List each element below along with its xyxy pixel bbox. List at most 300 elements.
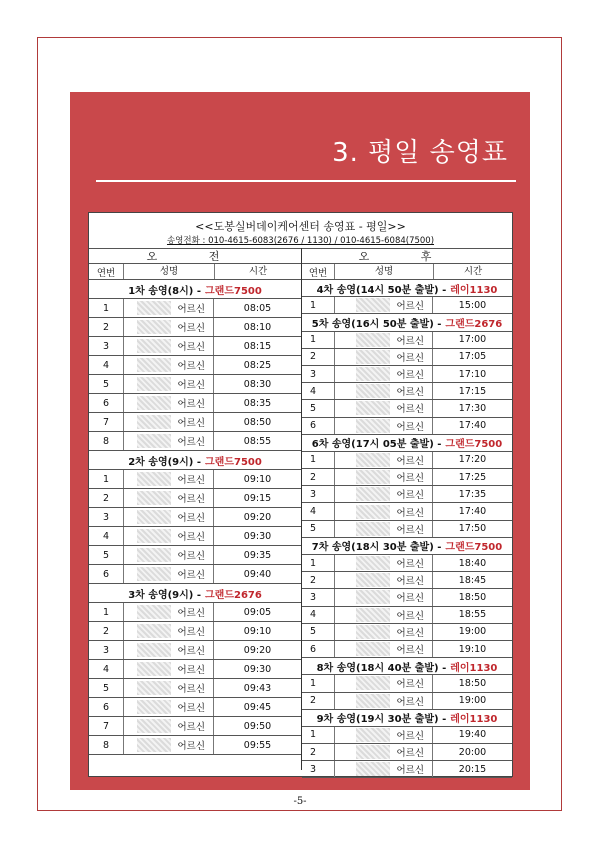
time-cell: 17:05 [432, 349, 512, 365]
name-cell [123, 470, 213, 488]
redacted-name [356, 694, 390, 708]
name-cell [123, 546, 213, 564]
trip-header [302, 538, 512, 555]
honorific: 어르신 [177, 570, 205, 581]
trip-label: 2차 송영(9시) - [128, 456, 201, 468]
row-number: 8 [102, 739, 110, 751]
time-cell: 18:55 [432, 607, 512, 623]
trip-label: 7차 송영(18시 30분 출발) - [311, 542, 442, 554]
redacted-name [356, 401, 390, 415]
table-row [89, 736, 301, 755]
table-row [302, 349, 512, 366]
time-cell: 17:25 [432, 469, 512, 485]
name-cell [334, 486, 432, 502]
honorific: 어르신 [396, 748, 424, 760]
trip-header [89, 451, 301, 470]
honorific: 어르신 [177, 665, 205, 676]
table-row [89, 508, 301, 527]
honorific: 어르신 [177, 380, 205, 391]
redacted-name [137, 681, 171, 695]
table-row [89, 489, 301, 508]
row-number: 6 [310, 643, 317, 655]
redacted-name [356, 676, 390, 690]
vehicle-label: 그랜드7500 [445, 542, 503, 554]
name-cell [334, 607, 432, 623]
vehicle-label: 레이1130 [450, 662, 498, 674]
honorific: 어르신 [177, 722, 205, 733]
time-cell: 09:43 [213, 679, 301, 697]
table-row [302, 297, 512, 314]
pm-table [302, 248, 512, 778]
time-cell: 08:50 [213, 413, 301, 431]
row-number: 1 [310, 299, 317, 311]
name-cell [123, 375, 213, 393]
time-cell: 09:05 [213, 603, 301, 621]
table-row [302, 761, 512, 778]
time-cell: 17:15 [432, 383, 512, 399]
name-cell [123, 660, 213, 678]
redacted-name [137, 339, 171, 353]
name-cell [334, 332, 432, 348]
row-number: 3 [310, 763, 317, 775]
time-cell: 17:40 [432, 503, 512, 519]
honorific: 어르신 [396, 559, 424, 571]
trip-header [302, 280, 512, 297]
table-row [302, 572, 512, 589]
col-no: 연번 [308, 267, 328, 279]
trip-header [302, 710, 512, 727]
redacted-name [356, 642, 390, 656]
col-time: 시간 [214, 264, 301, 279]
time-cell: 17:40 [432, 418, 512, 434]
redacted-name [137, 643, 171, 657]
row-number: 4 [310, 506, 317, 518]
table-row [89, 470, 301, 489]
row-number: 3 [102, 511, 110, 523]
time-cell: 09:45 [213, 698, 301, 716]
table-row [89, 432, 301, 451]
row-number: 4 [310, 609, 317, 621]
vehicle-label: 그랜드7500 [205, 285, 262, 297]
row-number: 4 [102, 359, 110, 371]
honorific: 어르신 [396, 490, 424, 502]
am-period: 오 전 [89, 248, 301, 264]
time-cell: 18:40 [432, 555, 512, 571]
redacted-name [356, 762, 390, 776]
pm-body [302, 280, 512, 778]
trip-label: 6차 송영(17시 05분 출발) - [311, 439, 442, 451]
name-cell [123, 622, 213, 640]
time-cell: 20:15 [432, 761, 512, 777]
table-row [302, 589, 512, 606]
redacted-name [137, 491, 171, 505]
name-cell [334, 297, 432, 313]
time-cell: 09:15 [213, 489, 301, 507]
page-number: -5- [293, 796, 307, 807]
redacted-name [356, 728, 390, 742]
time-cell: 19:00 [432, 624, 512, 640]
table-row [89, 679, 301, 698]
vehicle-label: 그랜드2676 [445, 318, 503, 330]
time-cell: 20:00 [432, 744, 512, 760]
name-cell [334, 641, 432, 657]
redacted-name [356, 333, 390, 347]
row-number: 5 [102, 549, 110, 561]
honorific: 어르신 [396, 370, 424, 382]
redacted-name [137, 738, 171, 752]
name-cell [123, 565, 213, 583]
name-cell [123, 318, 213, 336]
redacted-name [356, 556, 390, 570]
row-number: 6 [310, 420, 317, 432]
name-cell [334, 589, 432, 605]
time-cell: 09:20 [213, 641, 301, 659]
honorific: 어르신 [396, 765, 424, 777]
honorific: 어르신 [177, 532, 205, 543]
redacted-name [356, 522, 390, 536]
redacted-name [137, 472, 171, 486]
time-cell: 08:25 [213, 356, 301, 374]
row-number: 6 [102, 701, 110, 713]
name-cell [123, 432, 213, 450]
trip-label: 1차 송영(8시) - [128, 285, 201, 297]
redacted-name [137, 301, 171, 315]
row-number: 4 [102, 663, 110, 675]
time-cell: 08:30 [213, 375, 301, 393]
table-row [302, 486, 512, 503]
row-number: 2 [310, 351, 317, 363]
honorific: 어르신 [396, 645, 424, 657]
name-cell [334, 572, 432, 588]
redacted-name [356, 608, 390, 622]
redacted-name [137, 605, 171, 619]
col-no: 연번 [96, 267, 116, 279]
redacted-name [356, 453, 390, 467]
name-cell [334, 521, 432, 537]
honorific: 어르신 [396, 610, 424, 622]
row-number: 5 [310, 626, 317, 638]
name-cell [334, 624, 432, 640]
table-row [302, 366, 512, 383]
trip-header [89, 584, 301, 603]
name-cell [334, 503, 432, 519]
table-row [89, 394, 301, 413]
table-row [302, 675, 512, 692]
table-row [89, 660, 301, 679]
time-cell: 09:30 [213, 660, 301, 678]
table-row [89, 413, 301, 432]
row-number: 5 [310, 402, 317, 414]
honorific: 어르신 [396, 387, 424, 399]
honorific: 어르신 [396, 455, 424, 467]
time-cell: 08:55 [213, 432, 301, 450]
redacted-name [137, 320, 171, 334]
table-row [89, 356, 301, 375]
honorific: 어르신 [177, 608, 205, 619]
time-cell: 17:35 [432, 486, 512, 502]
row-number: 1 [310, 677, 317, 689]
name-cell [123, 736, 213, 754]
time-cell: 09:50 [213, 717, 301, 735]
row-number: 5 [102, 682, 110, 694]
trip-label: 8차 송영(18시 40분 출발) - [316, 662, 447, 674]
row-number: 4 [310, 385, 317, 397]
time-cell: 18:50 [432, 675, 512, 691]
name-cell [334, 727, 432, 743]
pm-period: 오 후 [302, 248, 512, 264]
time-cell: 17:20 [432, 452, 512, 468]
time-cell: 17:30 [432, 400, 512, 416]
table-row [302, 418, 512, 435]
honorific: 어르신 [396, 421, 424, 433]
honorific: 어르신 [396, 627, 424, 639]
time-cell: 19:00 [432, 693, 512, 709]
name-cell [334, 469, 432, 485]
page-title: 3. 평일 송영표 [332, 138, 508, 168]
row-number: 2 [102, 625, 110, 637]
redacted-name [137, 396, 171, 410]
honorific: 어르신 [177, 646, 205, 657]
table-row [302, 521, 512, 538]
title-divider [96, 180, 516, 182]
name-cell [123, 527, 213, 545]
honorific: 어르신 [177, 551, 205, 562]
redacted-name [356, 487, 390, 501]
time-cell: 18:50 [432, 589, 512, 605]
row-number: 3 [310, 368, 317, 380]
time-cell: 17:50 [432, 521, 512, 537]
table-row [302, 624, 512, 641]
name-cell [123, 299, 213, 317]
name-cell [334, 761, 432, 777]
name-cell [123, 679, 213, 697]
table-row [302, 744, 512, 761]
row-number: 2 [310, 574, 317, 586]
am-column-header [89, 264, 301, 280]
name-cell [334, 366, 432, 382]
table-row [89, 546, 301, 565]
redacted-name [356, 573, 390, 587]
row-number: 1 [102, 302, 110, 314]
time-cell: 09:10 [213, 622, 301, 640]
table-row [302, 555, 512, 572]
honorific: 어르신 [177, 513, 205, 524]
honorific: 어르신 [177, 304, 205, 315]
table-row [89, 318, 301, 337]
name-cell [123, 603, 213, 621]
trip-label: 5차 송영(16시 50분 출발) - [311, 318, 442, 330]
honorific: 어르신 [396, 473, 424, 485]
honorific: 어르신 [396, 404, 424, 416]
honorific: 어르신 [396, 696, 424, 708]
table-row [302, 693, 512, 710]
vehicle-label: 그랜드7500 [445, 439, 503, 451]
row-number: 4 [102, 530, 110, 542]
name-cell [334, 693, 432, 709]
table-row [302, 452, 512, 469]
honorific: 어르신 [177, 361, 205, 372]
name-cell [123, 356, 213, 374]
redacted-name [137, 529, 171, 543]
row-number: 3 [102, 340, 110, 352]
am-table [89, 248, 301, 755]
trip-header [302, 314, 512, 331]
time-cell: 15:00 [432, 297, 512, 313]
table-row [89, 603, 301, 622]
redacted-name [137, 719, 171, 733]
honorific: 어르신 [396, 352, 424, 364]
row-number: 2 [102, 492, 110, 504]
name-cell [334, 418, 432, 434]
redacted-name [137, 358, 171, 372]
row-number: 2 [310, 695, 317, 707]
honorific: 어르신 [396, 335, 424, 347]
time-cell: 08:15 [213, 337, 301, 355]
honorific: 어르신 [177, 475, 205, 486]
row-number: 6 [102, 568, 110, 580]
honorific: 어르신 [396, 730, 424, 742]
honorific: 어르신 [177, 684, 205, 695]
name-cell [123, 337, 213, 355]
redacted-name [137, 377, 171, 391]
table-row [89, 641, 301, 660]
time-cell: 09:35 [213, 546, 301, 564]
table-row [89, 698, 301, 717]
name-cell [334, 349, 432, 365]
table-row [89, 375, 301, 394]
table-row [89, 565, 301, 584]
name-cell [334, 452, 432, 468]
redacted-name [356, 384, 390, 398]
col-name: 성명 [334, 264, 433, 279]
honorific: 어르신 [177, 703, 205, 714]
table-row [302, 332, 512, 349]
name-cell [334, 555, 432, 571]
redacted-name [137, 700, 171, 714]
row-number: 7 [102, 416, 110, 428]
vehicle-label: 그랜드2676 [205, 589, 262, 601]
time-cell: 19:40 [432, 727, 512, 743]
honorific: 어르신 [177, 418, 205, 429]
honorific: 어르신 [396, 679, 424, 691]
trip-header [302, 658, 512, 675]
trip-label: 3차 송영(9시) - [128, 589, 201, 601]
redacted-name [137, 662, 171, 676]
time-cell: 17:00 [432, 332, 512, 348]
table-row [302, 727, 512, 744]
row-number: 7 [102, 720, 110, 732]
honorific: 어르신 [177, 627, 205, 638]
redacted-name [356, 625, 390, 639]
row-number: 5 [310, 523, 317, 535]
table-row [89, 717, 301, 736]
redacted-name [356, 470, 390, 484]
honorific: 어르신 [177, 342, 205, 353]
time-cell: 09:40 [213, 565, 301, 583]
honorific: 어르신 [396, 301, 424, 313]
row-number: 6 [102, 397, 110, 409]
trip-label: 4차 송영(14시 50분 출발) - [316, 284, 447, 296]
trip-header [302, 435, 512, 452]
redacted-name [356, 419, 390, 433]
table-row [302, 641, 512, 658]
redacted-name [137, 415, 171, 429]
row-number: 1 [310, 729, 317, 741]
redacted-name [137, 624, 171, 638]
vehicle-label: 그랜드7500 [205, 456, 262, 468]
trip-label: 9차 송영(19시 30분 출발) - [316, 714, 447, 726]
honorific: 어르신 [396, 593, 424, 605]
redacted-name [137, 567, 171, 581]
col-name: 성명 [123, 264, 214, 279]
honorific: 어르신 [177, 741, 205, 752]
name-cell [123, 641, 213, 659]
row-number: 1 [310, 334, 317, 346]
name-cell [123, 698, 213, 716]
sheet-title: <<도봉실버데이케어센터 송영표 - 평일>> [195, 220, 406, 233]
redacted-name [356, 350, 390, 364]
time-cell: 08:05 [213, 299, 301, 317]
table-row [89, 527, 301, 546]
row-number: 1 [102, 606, 110, 618]
row-number: 5 [102, 378, 110, 390]
honorific: 어르신 [177, 437, 205, 448]
col-time: 시간 [433, 264, 512, 279]
redacted-name [137, 548, 171, 562]
redacted-name [137, 510, 171, 524]
time-cell: 08:35 [213, 394, 301, 412]
table-row [89, 337, 301, 356]
time-cell: 09:30 [213, 527, 301, 545]
honorific: 어르신 [396, 507, 424, 519]
redacted-name [356, 367, 390, 381]
time-cell: 09:20 [213, 508, 301, 526]
honorific: 어르신 [177, 399, 205, 410]
row-number: 8 [102, 435, 110, 447]
vehicle-label: 레이1130 [450, 714, 498, 726]
pm-column-header [302, 264, 512, 280]
phone-line: 송영전화 : 010-4615-6083(2676 / 1130) / 010-4615-6084(7500) [166, 236, 435, 246]
table-row [302, 400, 512, 417]
table-row [89, 622, 301, 641]
redacted-name [137, 434, 171, 448]
row-number: 2 [102, 321, 110, 333]
trip-header [89, 280, 301, 299]
name-cell [123, 508, 213, 526]
row-number: 2 [310, 471, 317, 483]
name-cell [334, 400, 432, 416]
name-cell [334, 675, 432, 691]
time-cell: 19:10 [432, 641, 512, 657]
table-row [302, 607, 512, 624]
schedule-sheet [88, 212, 513, 777]
redacted-name [356, 590, 390, 604]
time-cell: 09:10 [213, 470, 301, 488]
name-cell [123, 717, 213, 735]
title-panel [70, 92, 530, 790]
table-row [302, 503, 512, 520]
name-cell [123, 489, 213, 507]
row-number: 3 [310, 488, 317, 500]
row-number: 3 [102, 644, 110, 656]
row-number: 1 [310, 454, 317, 466]
name-cell [334, 383, 432, 399]
redacted-name [356, 298, 390, 312]
honorific: 어르신 [177, 494, 205, 505]
honorific: 어르신 [396, 576, 424, 588]
row-number: 1 [310, 557, 317, 569]
table-row [302, 469, 512, 486]
